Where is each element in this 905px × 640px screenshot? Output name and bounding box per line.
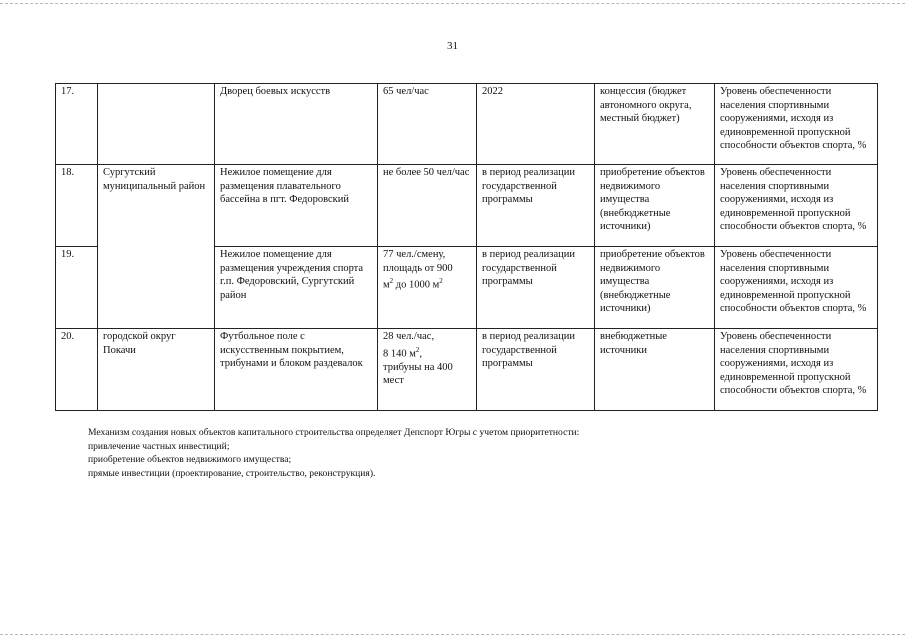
note-line: Механизм создания новых объектов капитального строительства определяет Депспорт Югры с учетом приоритетности: bbox=[88, 427, 580, 438]
superscript: 2 bbox=[439, 277, 443, 285]
page-number: 31 bbox=[447, 40, 458, 52]
row-number: 18. bbox=[56, 165, 98, 247]
capacity-cell: 65 чел/час bbox=[378, 84, 477, 165]
municipality-cell bbox=[98, 84, 215, 165]
unit-text: до 1000 м bbox=[393, 279, 440, 291]
table-row bbox=[56, 84, 878, 165]
capacity-line: 77 чел./смену, bbox=[383, 249, 446, 260]
period-cell: в период реализации государственной программы bbox=[477, 165, 595, 247]
mechanism-cell: внебюджетные источники bbox=[595, 329, 715, 411]
period-cell: 2022 bbox=[477, 84, 595, 165]
unit-text: , bbox=[419, 348, 423, 359]
unit-text: 8 140 м bbox=[383, 348, 416, 359]
table-row bbox=[56, 329, 878, 411]
superscript: 2 bbox=[415, 345, 420, 354]
row-number: 20. bbox=[56, 329, 98, 411]
scan-edge-bottom bbox=[0, 634, 905, 635]
capacity-line bbox=[383, 344, 472, 361]
object-cell: Нежилое помещение для размещения плавательного бассейна в пгт. Федоровский bbox=[215, 165, 378, 247]
indicator-cell: Уровень обеспеченности населения спортивными сооружениями, исходя из единовременной пропускной способности объектов спорта, % bbox=[715, 165, 878, 247]
capacity-cell: не более 50 чел/час bbox=[378, 165, 477, 247]
note-line: прямые инвестиции (проектирование, строительство, реконструкция). bbox=[88, 467, 376, 479]
object-cell: Дворец боевых искусств bbox=[215, 84, 378, 165]
capacity-line: 28 чел./час, bbox=[383, 331, 435, 342]
row-number: 19. bbox=[56, 247, 98, 329]
municipality-cell: городской округ Покачи bbox=[98, 329, 215, 411]
row-number: 17. bbox=[56, 84, 98, 165]
capacity-line bbox=[383, 275, 472, 292]
indicator-cell: Уровень обеспеченности населения спортивными сооружениями, исходя из единовременной пропускной способности объектов спорта, % bbox=[715, 84, 878, 165]
notes-block bbox=[88, 426, 579, 480]
mechanism-cell: приобретение объектов недвижимого имущества (внебюджетные источники) bbox=[595, 247, 715, 329]
municipality-cell: Сургутский муниципальный район bbox=[98, 165, 215, 329]
mechanism-cell: концессия (бюджет автономного округа, местный бюджет) bbox=[595, 84, 715, 165]
superscript: 2 bbox=[389, 277, 394, 285]
capacity-line: трибуны на 400 мест bbox=[383, 361, 453, 386]
capacity-line: площадь от 900 bbox=[383, 262, 453, 274]
mechanism-cell: приобретение объектов недвижимого имущества (внебюджетные источники) bbox=[595, 165, 715, 247]
scan-edge-top bbox=[0, 3, 905, 4]
indicator-cell: Уровень обеспеченности населения спортивными сооружениями, исходя из единовременной пропускной способности объектов спорта, % bbox=[715, 329, 878, 411]
capacity-cell bbox=[378, 247, 477, 329]
period-cell: в период реализации государственной программы bbox=[477, 247, 595, 329]
unit-text: м bbox=[383, 279, 390, 291]
note-line: привлечение частных инвестиций; bbox=[88, 440, 230, 452]
indicator-cell: Уровень обеспеченности населения спортивными сооружениями, исходя из единовременной пропускной способности объектов спорта, % bbox=[715, 247, 878, 329]
table-row bbox=[56, 165, 878, 247]
note-line: приобретение объектов недвижимого имущества; bbox=[88, 454, 292, 466]
facilities-table bbox=[55, 83, 878, 411]
capacity-cell bbox=[378, 329, 477, 411]
period-cell: в период реализации государственной программы bbox=[477, 329, 595, 411]
object-cell: Футбольное поле с искусственным покрытием, трибунами и блоком раздевалок bbox=[215, 329, 378, 411]
object-cell: Нежилое помещение для размещения учреждения спорта г.п. Федоровский, Сургутский район bbox=[215, 247, 378, 329]
